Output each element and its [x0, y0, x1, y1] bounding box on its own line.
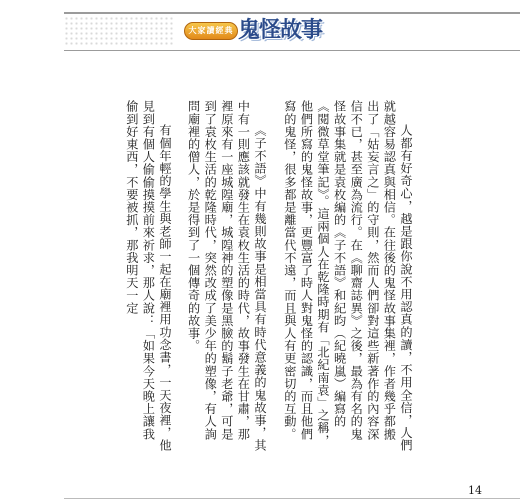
paragraph-2 [185, 100, 268, 452]
paragraph-2-text: 《子不語》中有幾則故事是相當具有時代意義的鬼故事，其中有一則應該就發生在袁枚生活的時代，故事發生在甘肅，那裡原來有一座城隍廟，城隍神的塑像是黑臉的鬍子老爺，可是到了袁枚生活的乾隆時代，突然改成了美少年的塑像，有人詢問廟裡的僧人，於是得到了一個傳奇的故事。 [186, 100, 267, 452]
running-head-title: 鬼怪故事 [238, 17, 323, 43]
paragraph-1 [281, 100, 414, 452]
series-badge [184, 22, 238, 40]
page-number: 14 [468, 484, 482, 497]
header-dot-pattern [64, 16, 174, 46]
paragraph-3-text: 有個年輕的學生與老師一起在廟裡用功念書，一天夜裡，他見到有個人偷偷摸摸前來祈求，那人說：「如果今天晚上讓我偷到好東西，不要被抓，那我明天一定 [124, 100, 172, 452]
series-badge-label: 大家讀經典 [188, 26, 234, 35]
paragraph-1-text: 人都有好奇心，越是跟你說不用認真的讀，不用全信，人們就越容易認真與相信。在往後的鬼怪故事集裡，作者幾乎都搬出了「姑妄言之」的守則，然而人們卻對這些新著作的內容深信不已，甚至廣為流行。在《聊齋誌異》之後，最為有名的鬼怪故事集就是袁枚編的《子不語》和紀昀（紀曉嵐）編寫的《閱微草堂筆記》。這兩個人在乾隆時期有「北紀南袁」之稱，他們所寫的鬼怪故事，更豐富了時人對鬼怪的認識，而且他們寫的鬼怪，很多都是離當代不遠，而且與人有更密切的互動。 [282, 100, 413, 452]
header-rule-bottom [64, 50, 520, 51]
paragraph-3 [123, 100, 173, 452]
header-rule-top [64, 12, 520, 14]
footer-rule [64, 498, 520, 499]
